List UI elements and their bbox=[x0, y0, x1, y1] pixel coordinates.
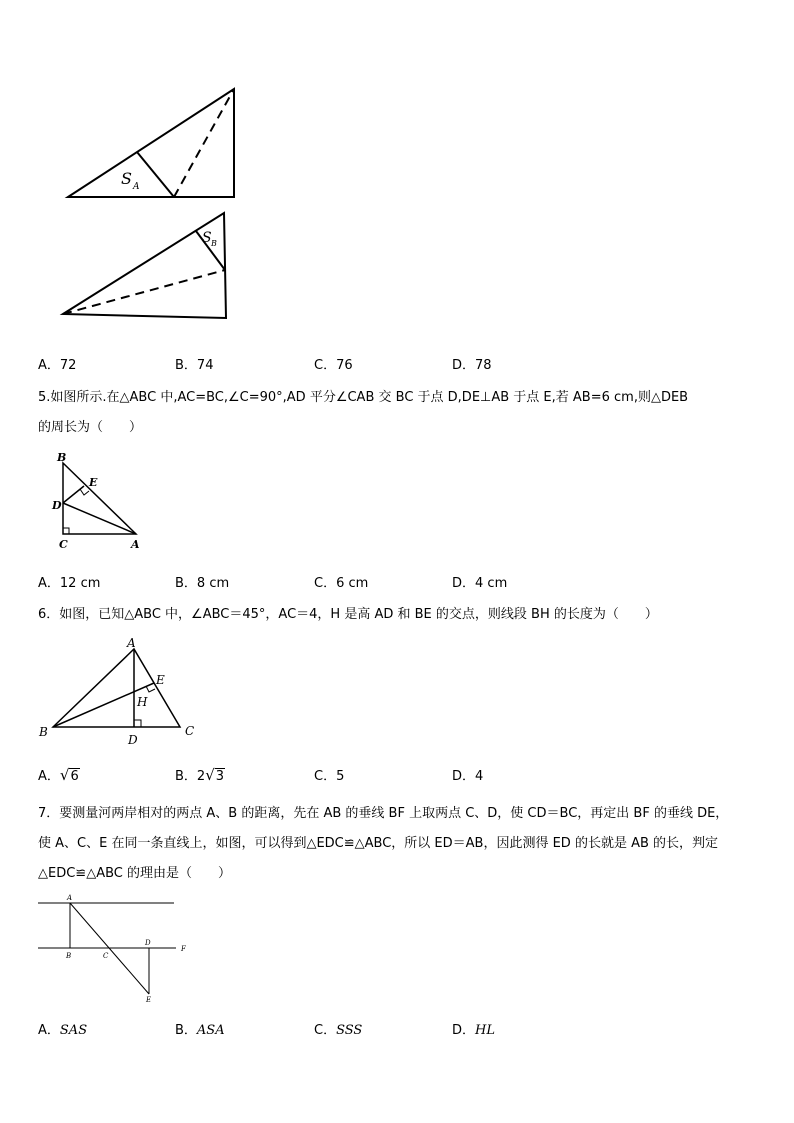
svg-text:D: D bbox=[145, 939, 151, 947]
q7-option-a[interactable]: A．SAS bbox=[38, 1023, 88, 1038]
q5-option-d[interactable]: D．4 cm bbox=[452, 576, 508, 591]
q6-stem: 6．如图，已知△ABC 中，∠ABC＝45°，AC＝4，H 是高 AD 和 BE 的交点，则线段 BH 的长度为（ ） bbox=[38, 607, 658, 622]
svg-text:H: H bbox=[137, 695, 148, 709]
q7-stem-line1: 7．要测量河两岸相对的两点 A、B 的距离，先在 AB 的垂线 BF 上取两点 C、D，使 CD＝BC，再定出 BF 的垂线 DE， bbox=[38, 806, 729, 821]
svg-text:A: A bbox=[133, 182, 140, 192]
svg-text:E: E bbox=[89, 476, 98, 489]
svg-text:C: C bbox=[59, 538, 68, 551]
svg-text:B: B bbox=[57, 451, 67, 464]
q6-option-d[interactable]: D．4 bbox=[452, 769, 484, 784]
q5-stem-line2: 的周长为（ ） bbox=[38, 420, 143, 435]
svg-text:A: A bbox=[67, 894, 73, 902]
q4-option-b[interactable]: B．74 bbox=[175, 358, 214, 373]
q7-option-d[interactable]: D．HL bbox=[452, 1023, 495, 1038]
svg-text:B: B bbox=[66, 952, 72, 960]
svg-text:F: F bbox=[181, 945, 186, 953]
q5-option-a[interactable]: A．12 cm bbox=[38, 576, 101, 591]
q6-option-b[interactable]: B．2√3 bbox=[175, 766, 225, 784]
svg-text:C: C bbox=[185, 724, 195, 738]
q5-figure bbox=[50, 448, 145, 552]
q4-option-a[interactable]: A．72 bbox=[38, 358, 77, 373]
q6-option-c[interactable]: C．5 bbox=[314, 769, 345, 784]
q6-figure bbox=[36, 634, 202, 750]
q4-fig1-label: S bbox=[121, 169, 132, 188]
svg-text:E: E bbox=[156, 673, 165, 687]
q5-stem-line1: 5.如图所示.在△ABC 中,AC=BC,∠C=90°,AD 平分∠CAB 交 BC 于点 D,DE⊥AB 于点 E,若 AB=6 cm,则△DEB bbox=[38, 390, 689, 405]
svg-text:A: A bbox=[127, 636, 136, 650]
svg-text:B: B bbox=[211, 239, 217, 248]
q5-option-b[interactable]: B．8 cm bbox=[175, 576, 230, 591]
q5-option-c[interactable]: C．6 cm bbox=[314, 576, 369, 591]
q4-figure-1 bbox=[60, 82, 250, 204]
svg-text:E: E bbox=[146, 996, 152, 1004]
svg-text:B: B bbox=[39, 725, 48, 739]
q4-figure-2 bbox=[58, 208, 238, 324]
svg-text:A: A bbox=[131, 538, 140, 551]
q7-option-b[interactable]: B．ASA bbox=[175, 1023, 225, 1038]
q4-option-c[interactable]: C．76 bbox=[314, 358, 353, 373]
q7-option-c[interactable]: C．SSS bbox=[314, 1023, 363, 1038]
q7-stem-line3: △EDC≌△ABC 的理由是（ ） bbox=[38, 866, 231, 881]
q4-fig2-label: S bbox=[202, 230, 212, 246]
svg-text:C: C bbox=[103, 952, 109, 960]
svg-text:D: D bbox=[52, 499, 62, 512]
svg-text:D: D bbox=[128, 733, 138, 747]
q7-figure bbox=[34, 890, 194, 1004]
q6-option-a[interactable]: A．√6 bbox=[38, 766, 79, 784]
q7-stem-line2: 使 A、C、E 在同一条直线上，如图，可以得到△EDC≌△ABC，所以 ED＝AB，因此测得 ED 的长就是 AB 的长，判定 bbox=[38, 836, 719, 851]
q4-option-d[interactable]: D．78 bbox=[452, 358, 492, 373]
